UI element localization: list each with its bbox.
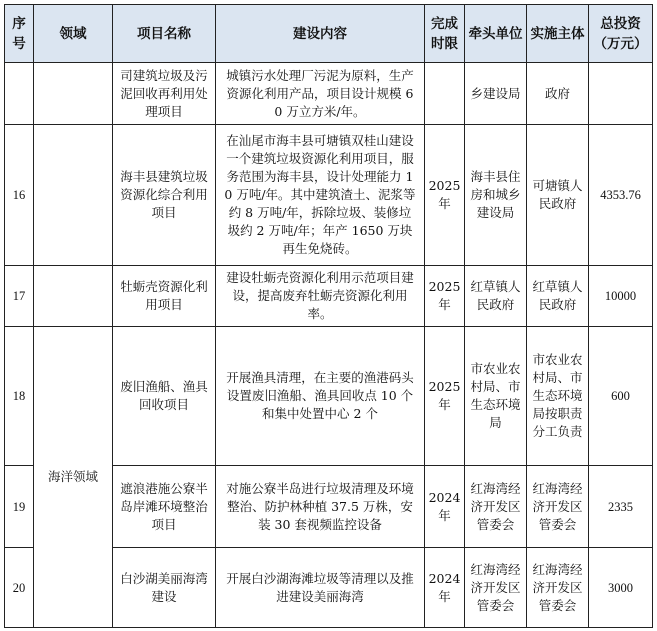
table-row: [5, 125, 653, 266]
table-row: [5, 63, 653, 125]
row-deadline: 2025年: [425, 327, 465, 466]
row-deadline: 2024年: [425, 548, 465, 628]
row-investment: 3000: [589, 548, 653, 628]
row-field: [34, 125, 113, 266]
row-lead: 乡建设局: [465, 63, 527, 125]
row-content: 城镇污水处理厂污泥为原料，生产资源化利用产品，项目设计规模 60 万立方米/年。: [216, 63, 425, 125]
row-name: 牡蛎壳资源化利用项目: [113, 266, 216, 327]
row-investment: 4353.76: [589, 125, 653, 266]
header-content: 建设内容: [216, 5, 425, 63]
row-name: 废旧渔船、渔具回收项目: [113, 327, 216, 466]
row-investment: 600: [589, 327, 653, 466]
row-name: 司建筑垃圾及污泥回收再利用处理项目: [113, 63, 216, 125]
header-executor: 实施主体: [527, 5, 589, 63]
row-field: [34, 266, 113, 327]
row-seq: 16: [5, 125, 34, 266]
row-executor: 红草镇人民政府: [527, 266, 589, 327]
row-investment: [589, 63, 653, 125]
field-group-cell: 海洋领域: [34, 327, 113, 628]
row-executor: 市农业农村局、市生态环境局按职责分工负责: [527, 327, 589, 466]
row-field: [34, 63, 113, 125]
project-table: [4, 4, 653, 628]
row-content: 开展白沙湖海滩垃圾等清理以及推进建设美丽海湾: [216, 548, 425, 628]
row-executor: 政府: [527, 63, 589, 125]
row-name: 海丰县建筑垃圾资源化综合利用项目: [113, 125, 216, 266]
row-seq: 20: [5, 548, 34, 628]
row-content: 在汕尾市海丰县可塘镇双桂山建设一个建筑垃圾资源化利用项目，服务范围为海丰县，设计处理能力 10 万吨/年。其中建筑渣土、泥浆等约 8 万吨/年，拆除垃圾、装修垃圾约 2 万吨/年；年产 1650 万块再生免烧砖。: [216, 125, 425, 266]
row-seq: 19: [5, 466, 34, 548]
header-field: 领域: [34, 5, 113, 63]
row-lead: 红草镇人民政府: [465, 266, 527, 327]
header-name: 项目名称: [113, 5, 216, 63]
table-row: [5, 327, 653, 466]
row-seq: 18: [5, 327, 34, 466]
row-name: 遮浪港施公寮半岛岸滩环境整治项目: [113, 466, 216, 548]
header-seq: 序号: [5, 5, 34, 63]
row-investment: 2335: [589, 466, 653, 548]
row-seq: 17: [5, 266, 34, 327]
row-deadline: 2024年: [425, 466, 465, 548]
row-executor: 红海湾经济开发区管委会: [527, 466, 589, 548]
header-investment: 总投资（万元）: [589, 5, 653, 63]
row-content: 开展渔具清理，在主要的渔港码头设置废旧渔船、渔具回收点 10 个和集中处置中心 2 个: [216, 327, 425, 466]
row-content: 对施公寮半岛进行垃圾清理及环境整治、防护林种植 37.5 万株，安装 30 套视频监控设备: [216, 466, 425, 548]
row-seq: [5, 63, 34, 125]
row-executor: 红海湾经济开发区管委会: [527, 548, 589, 628]
row-deadline: 2025年: [425, 125, 465, 266]
row-deadline: 2025年: [425, 266, 465, 327]
header-lead: 牵头单位: [465, 5, 527, 63]
row-executor: 可塘镇人民政府: [527, 125, 589, 266]
row-lead: 红海湾经济开发区管委会: [465, 548, 527, 628]
row-investment: 10000: [589, 266, 653, 327]
row-name: 白沙湖美丽海湾建设: [113, 548, 216, 628]
row-lead: 海丰县住房和城乡建设局: [465, 125, 527, 266]
row-lead: 市农业农村局、市生态环境局: [465, 327, 527, 466]
row-deadline: [425, 63, 465, 125]
header-deadline: 完成时限: [425, 5, 465, 63]
table-row: [5, 266, 653, 327]
row-lead: 红海湾经济开发区管委会: [465, 466, 527, 548]
row-content: 建设牡蛎壳资源化利用示范项目建设，提高废弃牡蛎壳资源化利用率。: [216, 266, 425, 327]
header-row: [5, 5, 653, 63]
